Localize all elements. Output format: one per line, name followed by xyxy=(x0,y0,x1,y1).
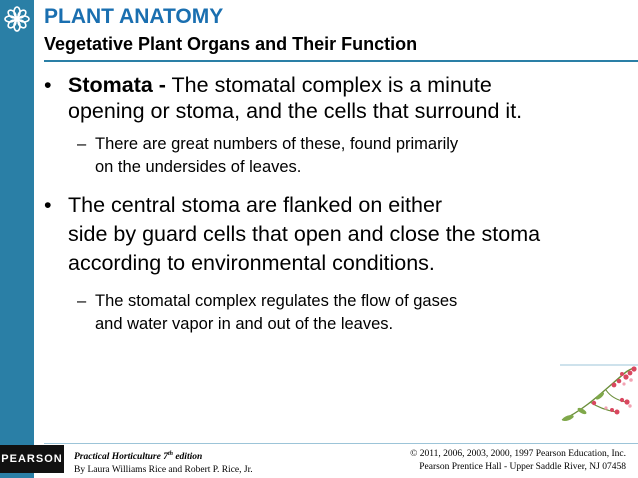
slide-content xyxy=(44,72,629,336)
book-edition-text: edition xyxy=(172,452,203,463)
bullet-dot: • xyxy=(44,73,52,97)
sub-bullet-dash: – xyxy=(77,135,87,153)
bullet-text: opening or stoma, and the cells that surround it. xyxy=(68,99,523,123)
left-accent-bar xyxy=(0,0,34,478)
bullet-text: according to environmental conditions. xyxy=(68,251,435,275)
publisher-line: Pearson Prentice Hall - Upper Saddle River, NJ 07458 xyxy=(419,462,626,472)
book-authors: By Laura Williams Rice and Robert P. Rice, Jr. xyxy=(74,465,253,476)
copyright-line: © 2011, 2006, 2003, 2000, 1997 Pearson Education, Inc. xyxy=(410,449,626,459)
sub-bullet-text: and water vapor in and out of the leaves. xyxy=(95,315,394,333)
bullet-text: The stomatal complex is a minute xyxy=(165,73,492,97)
book-title-text: Practical Horticulture 7 xyxy=(74,452,168,463)
sub-bullet-text: on the undersides of leaves. xyxy=(95,158,302,176)
book-title-sup: th xyxy=(167,451,173,457)
pearson-logo: PEARSON xyxy=(0,445,64,473)
bullet-text: The central stoma are flanked on either xyxy=(68,193,443,217)
bullet-guard-cells xyxy=(44,191,629,278)
slide-title: PLANT ANATOMY xyxy=(44,5,224,28)
flowering-branch-icon xyxy=(556,362,638,430)
sub-bullet-text: There are great numbers of these, found primarily xyxy=(95,135,459,153)
sub-bullet-undersides xyxy=(44,133,629,179)
title-area xyxy=(44,5,417,55)
slide-subtitle: Vegetative Plant Organs and Their Function xyxy=(44,34,418,54)
bullet-stomata xyxy=(44,72,629,124)
bullet-text: side by guard cells that open and close the stoma xyxy=(68,222,541,246)
sub-bullet-text: The stomatal complex regulates the flow of gases xyxy=(95,292,458,310)
title-divider xyxy=(44,60,638,62)
sub-bullet-gas-flow xyxy=(44,290,629,336)
bullet-dot: • xyxy=(44,193,52,217)
footer-copyright xyxy=(410,448,626,474)
flower-outline-icon xyxy=(4,6,30,32)
footer-book-info xyxy=(74,448,253,477)
bullet-lead-term: Stomata - xyxy=(68,73,166,97)
footer-divider xyxy=(44,443,638,444)
sub-bullet-dash: – xyxy=(77,292,87,310)
book-title xyxy=(74,448,253,464)
